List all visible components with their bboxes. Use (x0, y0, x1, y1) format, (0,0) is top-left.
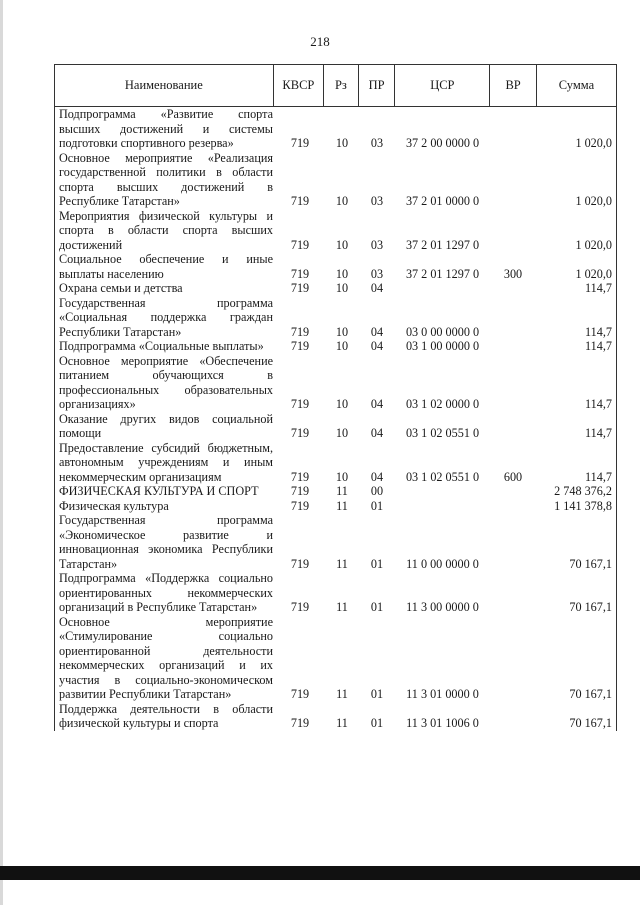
cell-kvsr: 719 (290, 136, 310, 150)
cell-rz: 11 (336, 716, 348, 730)
cell-rz: 10 (335, 397, 349, 411)
cell-pr: 04 (370, 469, 384, 484)
cell-vr (490, 107, 536, 151)
col-header-name: Наименование (55, 65, 274, 106)
cell-kvsr: 719 (290, 266, 310, 281)
cell-pr: 03 (370, 136, 384, 150)
cell-name: Подпрограмма «Развитие спорта высших достижений и системы подготовки спортивного резерва» (59, 107, 273, 150)
table-row (55, 412, 616, 441)
cell-kvsr: 719 (290, 556, 310, 571)
cell-rz: 11 (336, 687, 348, 701)
cell-pr: 04 (370, 281, 384, 295)
cell-sum: 114,7 (585, 324, 612, 339)
budget-table (54, 64, 617, 731)
cell-sum: 70 167,1 (569, 716, 612, 730)
cell-csr: 03 1 02 0551 0 (405, 469, 480, 484)
cell-csr: 37 2 01 0000 0 (405, 194, 480, 208)
cell-pr: 00 (370, 484, 384, 498)
cell-csr (395, 281, 490, 296)
cell-pr: 04 (370, 426, 384, 440)
cell-name: Социальное обеспечение и иные выплаты населению (59, 252, 273, 281)
cell-name: Предоставление субсидий бюджетным, автономным учреждениям и иным некоммерческим организациям (59, 440, 273, 484)
cell-rz: 10 (335, 194, 349, 208)
cell-vr (490, 281, 536, 296)
cell-kvsr: 719 (290, 281, 310, 295)
cell-vr (490, 296, 536, 340)
cell-vr (490, 339, 536, 354)
cell-csr: 11 0 00 0000 0 (406, 556, 479, 571)
col-header-vr: ВР (490, 65, 537, 106)
cell-kvsr: 719 (290, 324, 310, 339)
cell-name: Мероприятия физической культуры и спорта в области спорта высших достижений (59, 208, 273, 252)
cell-sum: 114,7 (585, 339, 612, 353)
cell-vr (490, 513, 536, 571)
cell-sum: 1 020,0 (575, 136, 612, 150)
table-row (55, 354, 616, 412)
cell-pr: 03 (370, 237, 384, 252)
cell-name: Поддержка деятельности в области физической культуры и спорта (59, 701, 273, 730)
col-header-rz: Рз (324, 65, 359, 106)
cell-name: Оказание других видов социальной помощи (59, 411, 273, 440)
cell-sum: 70 167,1 (569, 556, 612, 571)
cell-csr: 37 2 00 0000 0 (405, 136, 480, 150)
cell-sum: 1 020,0 (575, 194, 612, 208)
cell-pr: 03 (370, 194, 384, 208)
cell-rz: 11 (336, 498, 348, 513)
cell-sum: 114,7 (585, 426, 612, 440)
cell-rz: 10 (335, 281, 349, 295)
table-row (55, 281, 616, 296)
scan-edge-shadow (0, 0, 3, 905)
cell-vr: 300 (503, 266, 523, 281)
cell-rz: 10 (335, 469, 349, 484)
col-header-pr: ПР (359, 65, 396, 106)
cell-vr (490, 615, 536, 702)
cell-vr (490, 702, 536, 731)
page-number: 218 (310, 34, 330, 49)
cell-sum: 114,7 (585, 281, 612, 295)
cell-vr (490, 151, 536, 209)
table-row (55, 252, 616, 281)
cell-csr: 03 1 02 0000 0 (405, 397, 480, 411)
col-header-csr: ЦСР (395, 65, 490, 106)
cell-csr: 11 3 01 1006 0 (406, 716, 479, 730)
table-row (55, 209, 616, 253)
cell-kvsr: 719 (290, 484, 310, 498)
table-body (55, 107, 616, 731)
cell-pr: 01 (370, 687, 384, 701)
cell-sum: 1 020,0 (575, 237, 612, 252)
cell-pr: 04 (370, 324, 384, 339)
cell-pr: 03 (370, 266, 384, 281)
cell-sum: 70 167,1 (569, 600, 612, 614)
cell-rz: 11 (336, 556, 348, 571)
cell-pr: 01 (370, 498, 384, 513)
cell-sum: 70 167,1 (569, 687, 612, 701)
cell-sum: 2 748 376,2 (554, 484, 612, 498)
cell-name: Подпрограмма «Социальные выплаты» (59, 339, 264, 353)
cell-kvsr: 719 (290, 716, 310, 730)
cell-kvsr: 719 (290, 469, 310, 484)
cell-rz: 10 (335, 136, 349, 150)
cell-kvsr: 719 (290, 426, 310, 440)
cell-kvsr: 719 (290, 687, 310, 701)
cell-vr (490, 412, 536, 441)
cell-rz: 10 (335, 237, 349, 252)
cell-kvsr: 719 (290, 339, 310, 353)
table-row (55, 513, 616, 571)
cell-pr: 04 (370, 397, 384, 411)
cell-vr (490, 571, 536, 615)
cell-kvsr: 719 (290, 498, 310, 513)
cell-name: Основное мероприятие «Обеспечение питанием обучающихся в профессиональных образовательных организациях» (59, 353, 273, 411)
table-row (55, 484, 616, 499)
cell-csr: 11 3 00 0000 0 (406, 600, 479, 614)
cell-name: Государственная программа «Экономическое развитие и инновационная экономика Республики Татарстан» (59, 513, 273, 571)
cell-csr: 03 0 00 0000 0 (405, 324, 480, 339)
cell-pr: 01 (370, 556, 384, 571)
table-row (55, 151, 616, 209)
table-row (55, 296, 616, 340)
cell-kvsr: 719 (290, 600, 310, 614)
cell-kvsr: 719 (290, 194, 310, 208)
cell-csr: 37 2 01 1297 0 (405, 266, 480, 281)
cell-vr (490, 499, 536, 514)
cell-pr: 04 (370, 339, 384, 353)
cell-vr: 600 (503, 469, 523, 484)
cell-csr: 03 1 02 0551 0 (405, 426, 480, 440)
cell-sum: 114,7 (585, 397, 612, 411)
cell-pr: 01 (370, 600, 384, 614)
table-row (55, 702, 616, 731)
cell-rz: 10 (335, 426, 349, 440)
cell-name: ФИЗИЧЕСКАЯ КУЛЬТУРА И СПОРТ (59, 484, 259, 498)
col-header-kvsr: КВСР (274, 65, 324, 106)
cell-vr (490, 354, 536, 412)
cell-name: Подпрограмма «Поддержка социально ориентированных некоммерческих организаций в Республике Татарстан» (59, 571, 273, 614)
table-row (55, 107, 616, 151)
cell-sum: 1 141 378,8 (554, 498, 612, 513)
cell-kvsr: 719 (290, 397, 310, 411)
cell-rz: 11 (336, 484, 348, 498)
cell-csr: 37 2 01 1297 0 (405, 237, 480, 252)
table-row (55, 571, 616, 615)
col-header-sum: Сумма (558, 78, 595, 92)
table-row (55, 499, 616, 514)
cell-csr (395, 484, 490, 499)
table-row (55, 339, 616, 354)
cell-csr (395, 499, 490, 514)
cell-rz: 11 (336, 600, 348, 614)
table-header (55, 65, 616, 107)
cell-rz: 10 (335, 266, 349, 281)
cell-csr: 03 1 00 0000 0 (405, 339, 480, 353)
cell-csr: 11 3 01 0000 0 (406, 687, 479, 701)
cell-rz: 10 (335, 339, 349, 353)
cell-rz: 10 (335, 324, 349, 339)
cell-name: Охрана семьи и детства (59, 281, 183, 295)
cell-vr (490, 484, 536, 499)
cell-name: Основное мероприятие «Реализация государственной политики в области спорта высших достижений в Республике Татарстан» (59, 150, 273, 208)
table-row (55, 441, 616, 485)
cell-name: Основное мероприятие «Стимулирование социально ориентированной деятельности некоммерческих организаций и их участия в социально-экономическом развитии Республики Татарстан» (59, 614, 273, 701)
cell-sum: 114,7 (585, 469, 612, 484)
cell-name: Государственная программа «Социальная поддержка граждан Республики Татарстан» (59, 295, 273, 339)
scan-bottom-bar (0, 866, 640, 880)
table-row (55, 615, 616, 702)
cell-kvsr: 719 (290, 237, 310, 252)
cell-sum: 1 020,0 (575, 266, 612, 281)
cell-vr (490, 209, 536, 253)
cell-pr: 01 (370, 716, 384, 730)
cell-name: Физическая культура (59, 498, 169, 513)
